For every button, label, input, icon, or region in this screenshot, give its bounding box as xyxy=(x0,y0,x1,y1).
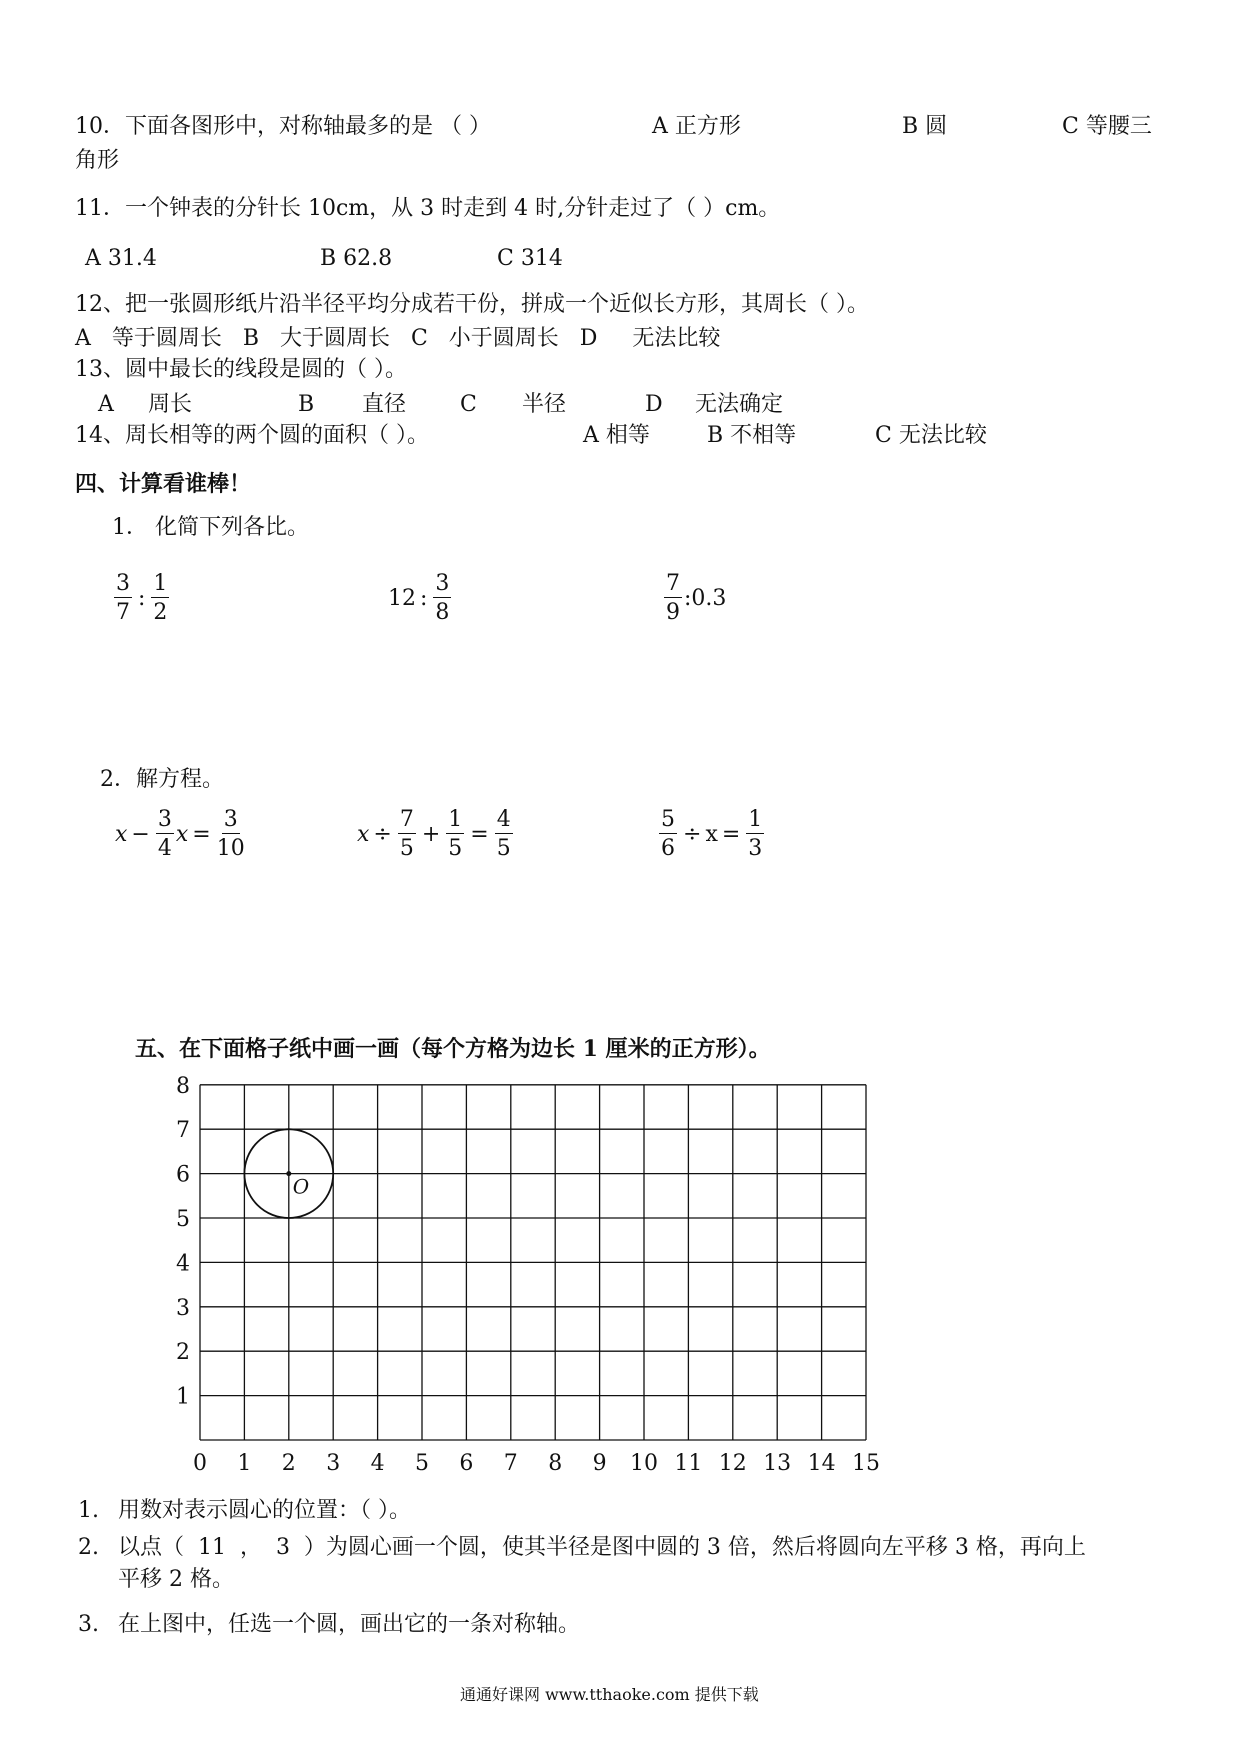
q14-text: 14、周长相等的两个圆的面积（ ）。 xyxy=(75,423,429,448)
x-tick-label: 7 xyxy=(503,1451,518,1475)
task-2-continuation: 平移 2 格。 xyxy=(118,1567,234,1592)
var-x: x xyxy=(115,822,128,847)
var-x: x xyxy=(175,822,189,847)
numerator: 3 xyxy=(116,571,130,596)
equals: = xyxy=(192,822,211,847)
plus: + xyxy=(421,822,441,847)
equation-3-frac-a xyxy=(659,808,677,861)
section-4-title: 四、计算看谁棒！ xyxy=(75,471,252,497)
numerator: 1 xyxy=(748,807,763,832)
task-1-text: 用数对表示圆心的位置：（ ）。 xyxy=(118,1498,411,1523)
x-tick-label: 3 xyxy=(326,1451,341,1475)
divide: ÷ xyxy=(683,822,702,847)
denominator: 10 xyxy=(216,836,245,861)
y-tick-label: 2 xyxy=(176,1340,190,1366)
ratio-3-tail: :0.3 xyxy=(684,586,727,611)
y-tick-label: 1 xyxy=(176,1384,190,1410)
ratio-1 xyxy=(112,572,171,625)
q13-option-d: D xyxy=(645,392,663,417)
equation-2-frac-a xyxy=(398,808,416,861)
divide: ÷ xyxy=(373,822,392,847)
q12-text: 12、把一张圆形纸片沿半径平均分成若干份，拼成一个近似长方形，其周长（ ）。 xyxy=(75,292,869,317)
x-tick-label: 14 xyxy=(807,1451,836,1475)
equation-1-frac-b xyxy=(217,808,245,861)
numerator: 1 xyxy=(153,571,168,596)
x-tick-label: 13 xyxy=(763,1451,792,1475)
grid-paper xyxy=(150,1065,890,1475)
q11-option-a: A 31.4 xyxy=(85,246,157,271)
x-tick-label: 8 xyxy=(548,1451,563,1475)
ratio-2-lead: 12 xyxy=(388,586,416,611)
denominator: 7 xyxy=(116,600,130,625)
x-tick-label: 2 xyxy=(281,1451,296,1475)
denominator: 9 xyxy=(666,600,680,625)
q12-options: A 等于圆周长 B 大于圆周长 C 小于圆周长 D 无法比较 xyxy=(75,326,721,351)
q11-text: 11．一个钟表的分针长 10cm，从 3 时走到 4 时,分针走过了（ ）cm。 xyxy=(75,196,781,221)
q13-option-b: B xyxy=(298,392,315,417)
equation-2-frac-b xyxy=(446,808,464,861)
q13-option-a-text: 周长 xyxy=(148,392,193,417)
section-5-title: 五、在下面格子纸中画一画（每个方格为边长 1 厘米的正方形）。 xyxy=(135,1036,771,1062)
q13-text: 13、圆中最长的线段是圆的（ ）。 xyxy=(75,357,407,382)
numerator: 3 xyxy=(223,807,238,832)
colon: : xyxy=(420,586,428,611)
x-tick-label: 0 xyxy=(193,1451,207,1475)
q10-continuation: 角形 xyxy=(75,148,120,173)
numerator: 7 xyxy=(399,807,414,832)
q13-option-c: C xyxy=(460,392,477,417)
x-tick-label: 11 xyxy=(674,1451,703,1475)
var-x: x xyxy=(705,822,718,847)
q13-option-d-text: 无法确定 xyxy=(695,392,784,417)
q13-option-a: A xyxy=(98,392,114,417)
colon: : xyxy=(138,586,146,611)
y-tick-label: 8 xyxy=(176,1073,190,1099)
q14-option-a: A 相等 xyxy=(583,423,650,448)
x-tick-label: 1 xyxy=(237,1451,252,1475)
y-tick-label: 5 xyxy=(176,1207,190,1232)
footer-credit: 通通好课网 www.tthaoke.com 提供下载 xyxy=(460,1685,759,1704)
q11-option-b: B 62.8 xyxy=(320,246,393,271)
equation-2 xyxy=(357,808,515,861)
denominator: 3 xyxy=(748,836,763,861)
equals: = xyxy=(470,822,489,847)
x-tick-label: 5 xyxy=(415,1451,429,1475)
q10-option-a: A 正方形 xyxy=(652,114,741,139)
denominator: 6 xyxy=(661,836,675,861)
y-tick-label: 4 xyxy=(176,1251,190,1277)
x-tick-label: 15 xyxy=(852,1451,880,1475)
q13-option-b-text: 直径 xyxy=(362,392,407,417)
equation-2-frac-c xyxy=(495,808,513,861)
y-tick-label: 6 xyxy=(176,1162,190,1188)
equation-1-frac-a xyxy=(156,808,174,861)
denominator: 4 xyxy=(157,836,172,861)
equation-3-frac-b xyxy=(746,808,764,861)
circle-center-label: O xyxy=(292,1174,310,1199)
numerator: 3 xyxy=(157,807,172,832)
task-1-num: 1. xyxy=(78,1498,99,1523)
section-4-sub2: 2．解方程。 xyxy=(100,767,224,792)
ratio-3-frac xyxy=(664,572,682,625)
equation-3 xyxy=(657,808,766,861)
q10-text: 10．下面各图形中，对称轴最多的是 （ ） xyxy=(75,114,491,139)
ratio-2-frac xyxy=(433,572,451,625)
ratio-3 xyxy=(662,572,726,625)
var-x: x xyxy=(357,822,370,847)
ratio-1-frac-a xyxy=(114,572,132,625)
x-tick-label: 4 xyxy=(370,1451,385,1475)
y-tick-label: 3 xyxy=(176,1295,190,1321)
q11-option-c: C 314 xyxy=(497,246,563,271)
circle-center-dot xyxy=(286,1171,291,1176)
numerator: 1 xyxy=(448,807,463,832)
q10-option-b: B 圆 xyxy=(902,114,948,139)
q14-option-c: C 无法比较 xyxy=(875,423,987,448)
q10-option-c: C 等腰三 xyxy=(1062,114,1152,139)
numerator: 5 xyxy=(661,807,675,832)
task-2-num: 2. xyxy=(78,1535,99,1560)
q13-option-c-text: 半径 xyxy=(522,392,567,417)
ratio-1-frac-b xyxy=(151,572,169,625)
x-tick-label: 6 xyxy=(459,1451,474,1475)
minus: − xyxy=(131,822,150,847)
q14-option-b: B 不相等 xyxy=(707,423,797,448)
equals: = xyxy=(721,822,741,847)
task-3-num: 3. xyxy=(78,1612,99,1637)
ratio-2 xyxy=(388,572,453,625)
denominator: 5 xyxy=(399,836,414,861)
section-4-sub1: 1． 化简下列各比。 xyxy=(112,515,309,540)
denominator: 5 xyxy=(496,836,511,861)
task-2-text: 以点（ 11 ， 3 ）为圆心画一个圆，使其半径是图中圆的 3 倍，然后将圆向左平移 3 格，再向上 xyxy=(118,1535,1086,1560)
numerator: 7 xyxy=(666,571,680,596)
denominator: 5 xyxy=(448,836,463,861)
x-tick-label: 9 xyxy=(592,1451,607,1475)
denominator: 8 xyxy=(435,600,450,625)
x-tick-label: 12 xyxy=(718,1451,747,1475)
task-3-text: 在上图中，任选一个圆，画出它的一条对称轴。 xyxy=(118,1612,581,1637)
x-tick-label: 10 xyxy=(630,1451,658,1475)
denominator: 2 xyxy=(153,600,168,625)
numerator: 3 xyxy=(435,571,450,596)
equation-1 xyxy=(115,808,247,861)
numerator: 4 xyxy=(496,807,511,832)
y-tick-label: 7 xyxy=(176,1118,190,1144)
